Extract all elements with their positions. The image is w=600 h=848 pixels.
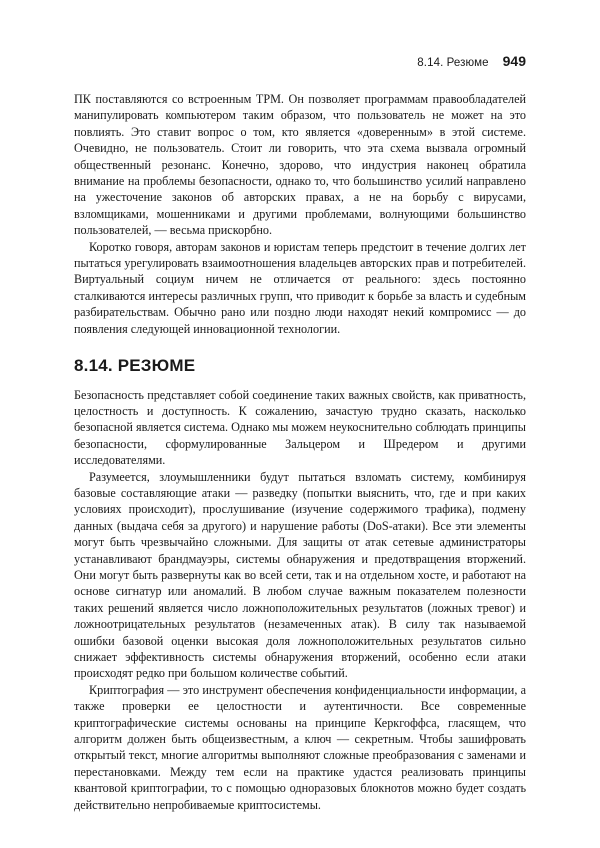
section-heading: 8.14. РЕЗЮМЕ bbox=[74, 356, 196, 376]
paragraph: Безопасность представляет собой соединение таких важных свойств, как приватность, целостность и доступность. К сожалению, зачастую трудно сказать, насколько безопасной является система. Однако мы можем неукоснительно соблюдать принципы безопасности, сформулированные Зальцером и Шредером и другими исследователями. bbox=[74, 387, 526, 468]
running-head bbox=[417, 53, 526, 69]
paragraph: Коротко говоря, авторам законов и юристам теперь предстоит в течение долгих лет пытаться урегулировать взаимоотношения владельцев авторских прав и потребителей. Виртуальный социум ничем не отличается от реального: здесь постоянно сталкиваются интересы различных групп, что приводит к борьбе за власть и судебным разбирательствам. Обычно рано или поздно люди находят некий компромисс — до появления следующей инновационной технологии. bbox=[74, 239, 526, 336]
paragraph-continued: ПК поставляются со встроенным ТРМ. Он позволяет программам правообладателей манипулировать компьютером таким образом, что пользователь не может на это повлиять. Это ставит вопрос о том, кто является «доверенным» в этой системе. Очевидно, не пользователь. Стоит ли говорить, что эта схема вызвала огромный общественный резонанс. Конечно, здорово, что индустрия наконец обратила внимание на проблемы безопасности, однако то, что большинство усилий направлено на ужесточение законов об авторских правах, а не на борьбу с вирусами, взломщиками, мошенниками и другими проблемами, волнующими большинство пользователей, — весьма прискорбно. bbox=[74, 92, 526, 238]
paragraph: Криптография — это инструмент обеспечения конфиденциальности информации, а также проверки ее целостности и аутентичности. Все современные криптографические системы основаны на принципе Керкгоффса, гласящем, что алгоритм должен быть общеизвестным, а ключ — секретным. Чтобы зашифровать открытый текст, многие алгоритмы выполняют сложные преобразования с заменами и перестановками. Между тем если на практике удастся реализовать принципы квантовой криптографии, то с помощью одноразовых блокнотов можно будет создать действительно непробиваемые криптосистемы. bbox=[74, 682, 526, 812]
page-number: 949 bbox=[502, 53, 526, 69]
paragraph: Разумеется, злоумышленники будут пытаться взломать систему, комбинируя базовые составляющие атаки — разведку (попытки выяснить, что, где и при каких условиях происходит), прослушивание (изучение содержимого трафика), подмену данных (выдача себя за другого) и нарушение работы (DoS-атаки). Все эти элементы могут быть чрезвычайно сложными. Для защиты от атак сетевые администраторы устанавливают брандмауэры, системы обнаружения и предотвращения вторжений. Они могут быть развернуты как во всей сети, так и на отдельном хосте, и работают на основе сигнатур или аномалий. В любом случае важным показателем полезности таких решений является число ложноположительных результатов (ложных тревог) и ложноотрицательных результатов (незамеченных атак). В силу так называемой ошибки базовой оценки высокая доля ложноположительных результатов сильно снижает эффективность системы обнаружения вторжений, особенно если атаки происходят редко при большом количестве событий. bbox=[74, 469, 526, 681]
page-body bbox=[74, 91, 526, 813]
running-head-section: 8.14. Резюме bbox=[417, 57, 489, 69]
